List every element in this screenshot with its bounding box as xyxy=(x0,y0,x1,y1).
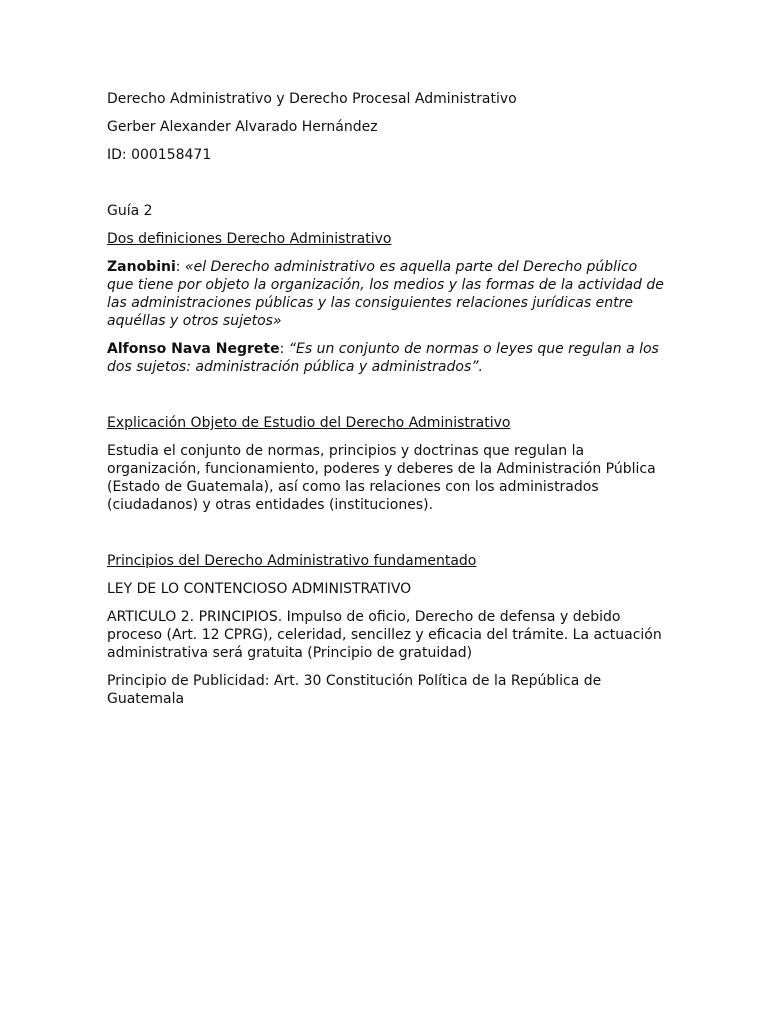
spacer xyxy=(107,524,667,552)
student-name: Gerber Alexander Alvarado Hernández xyxy=(107,119,378,135)
guide-title: Guía 2 xyxy=(107,203,153,219)
spacer xyxy=(107,174,667,202)
article-text: ARTICULO 2. PRINCIPIOS. Impulso de oficio, Derecho de defensa y debido proceso (Art. 12 CPRG), celeridad, sencillez y eficacia del trámite. La actuación administrativa será gratuita (Principio de gratuidad) xyxy=(107,609,662,661)
object-text: Estudia el conjunto de normas, principios y doctrinas que regulan la organización, funcionamiento, poderes y deberes de la Administración Pública (Estado de Guatemala), así como las relaciones con los administrados (ciudadanos) y otras entidades (instituciones). xyxy=(107,443,656,513)
definition-tail: . xyxy=(478,359,483,375)
definition-zanobini xyxy=(107,258,667,330)
student-id: ID: 000158471 xyxy=(107,147,212,163)
publicity-principle: Principio de Publicidad: Art. 30 Constitución Política de la República de Guatemala xyxy=(107,673,602,707)
definition-separator: : xyxy=(175,259,185,275)
definition-nava-negrete xyxy=(107,340,667,376)
definition-author: Zanobini xyxy=(107,259,176,275)
definitions-heading: Dos definiciones Derecho Administrativo xyxy=(107,231,392,247)
definition-separator: : xyxy=(279,341,289,357)
definition-text: “Es un conjunto de normas o leyes que regulan a los dos sujetos: administración pública y administrados” xyxy=(107,341,659,375)
spacer xyxy=(107,386,667,414)
course-title: Derecho Administrativo y Derecho Procesal Administrativo xyxy=(107,91,517,107)
document-page xyxy=(107,90,667,718)
object-heading: Explicación Objeto de Estudio del Derecho Administrativo xyxy=(107,415,511,431)
principles-heading: Principios del Derecho Administrativo fundamentado xyxy=(107,553,477,569)
law-title: LEY DE LO CONTENCIOSO ADMINISTRATIVO xyxy=(107,581,412,597)
definition-author: Alfonso Nava Negrete xyxy=(107,341,280,357)
definition-text: «el Derecho administrativo es aquella parte del Derecho público que tiene por objeto la organización, los medios y las formas de la actividad de las administraciones públicas y las consiguientes relaciones jurídicas entre aquéllas y otros sujetos» xyxy=(107,259,664,329)
